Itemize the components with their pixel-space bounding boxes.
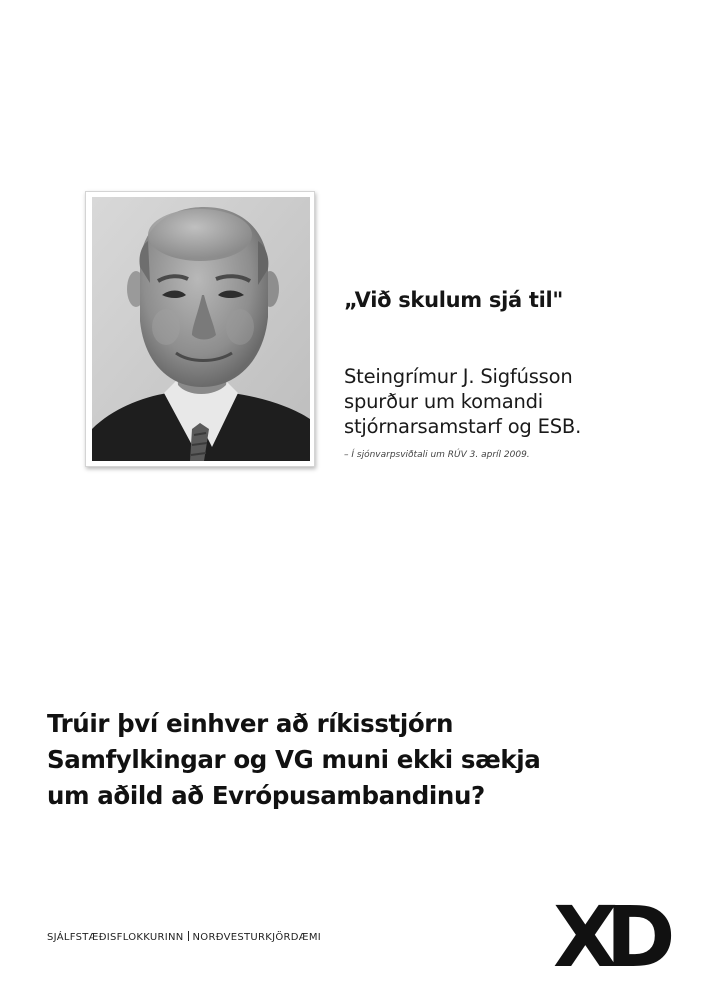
attribution-line-2: spurður um komandi [344,390,543,413]
portrait-photo [85,191,315,467]
portrait-image [92,197,310,461]
quote-attribution [344,364,694,439]
party-name-main: SJÁLFSTÆÐISFLOKKURINN [47,932,184,943]
headline-line-2: Samfylkingar og VG muni ekki sækja [47,745,541,774]
headline-line-3: um aðild að Evrópusambandinu? [47,781,485,810]
headline [47,706,687,814]
party-name-divider [188,931,189,941]
party-name-district: NORÐVESTURKJÖRDÆMI [192,932,322,943]
party-name [47,931,321,943]
quote-source: – Í sjónvarpsviðtali um RÚV 3. apríl 2009. [344,450,530,460]
quote-text: „Við skulum sjá til" [344,288,564,312]
xd-logo: XD [553,888,664,986]
attribution-line-3: stjórnarsamstarf og ESB. [344,415,582,438]
attribution-line-1: Steingrímur J. Sigfússon [344,365,573,388]
headline-line-1: Trúir því einhver að ríkisstjórn [47,709,453,738]
